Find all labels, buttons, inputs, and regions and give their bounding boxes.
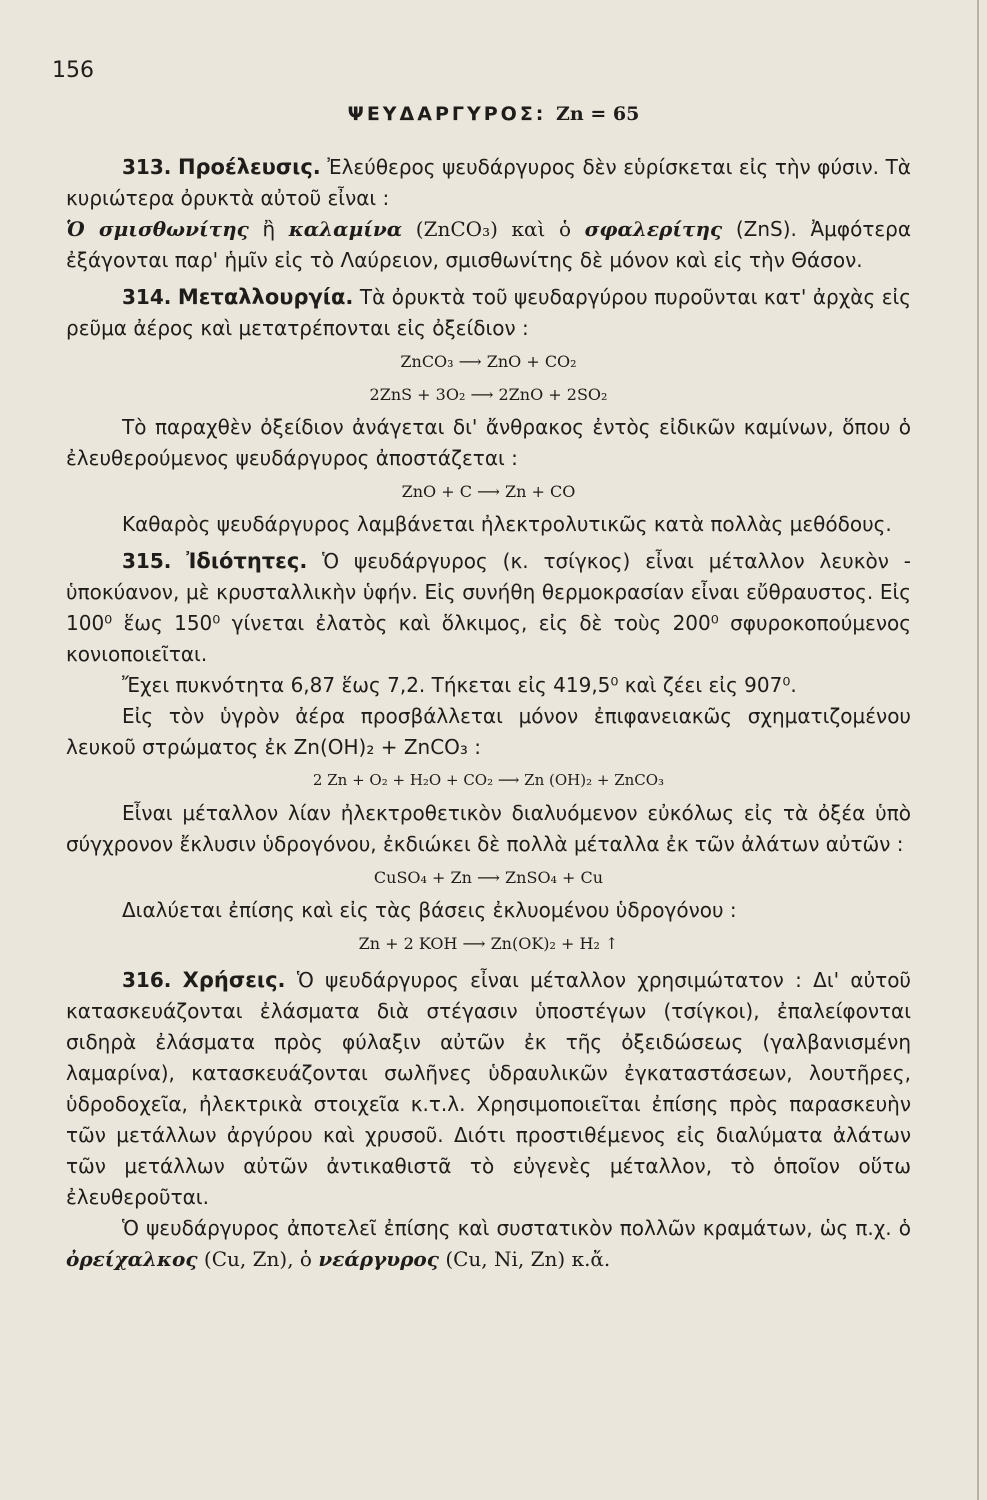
header-title: ΨΕΥΔΑΡΓΥΡΟΣ: [347,103,547,125]
text-fragment: (ZnCO₃) καὶ ὁ [415,217,572,241]
minerals-paragraph [66,214,911,276]
paragraph: Εἰς τὸν ὑγρὸν ἀέρα προσβάλλεται μόνον ἐπιφανειακῶς σχηματιζομένου λευκοῦ στρώματος ἐκ Zn(OH)₂ + ZnCO₃ : [66,704,911,759]
equation: ZnO + C ⟶ Zn + CO [401,482,576,501]
section-title: Ἰδιότητες. [186,549,308,573]
paragraph-text: Ὁ ψευδάργυρος εἶναι μέταλλον χρησιμώτατον : Δι' αὐτοῦ κατασκευάζονται ἐλάσματα διὰ στέγασιν ὑποστέγων (τσίγκοι), ἐπαλείφονται σιδηρὰ ἐλάσματα πρὸς φύλαξιν αὐτῶν ἐκ τῆς ὀξειδώσεως (γαλβανισμένη λαμαρίνα), κατασκευάζονται σωλῆνες ὑδραυλικῶν ἐγκαταστάσεων, λουτῆρες, ὑδροδοχεῖα, ἠλεκτρικὰ στοιχεῖα κ.τ.λ. Χρησιμοποιεῖται ἐπίσης πρὸς παρασκευὴν τῶν μετάλλων ἀργύρου καὶ χρυσοῦ. Διότι προστιθέμενος εἰς διαλύματα ἀλάτων τῶν μετάλλων αὐτῶν ἀντικαθιστᾶ τὸ εὐγενὲς μέταλλον, τὸ ὁποῖον οὕτω ἐλευθεροῦται. [66,968,912,1209]
page-edge [977,0,979,1500]
text-fragment: (Cu, Ni, Zn) κ.ἄ. [445,1247,611,1271]
section-title: Χρήσεις. [182,968,286,992]
alloy-nickel-silver: νεάργυρος [318,1247,439,1271]
header-formula: Zn = 65 [556,103,640,125]
equation: 2 Zn + O₂ + H₂O + CO₂ ⟶ Zn (OH)₂ + ZnCO₃ [312,771,665,789]
text-fragment: (ZnS). Ἀμφότερα ἐξάγονται παρ' ἡμῖν εἰς τὸ Λαύρειον, σμισθωνίτης δὲ μόνον καὶ εἰς τὴν Θάσον. [66,217,912,272]
section-number: 316. [122,968,172,992]
section-title: Προέλευσις. [177,155,321,179]
section-number: 313. [122,155,172,179]
paragraph: Διαλύεται ἐπίσης καὶ εἰς τὰς βάσεις ἐκλυομένου ὑδρογόνου : [122,898,737,922]
text-fragment: ἢ [262,217,276,241]
paragraph-text: Τὰ ὀρυκτὰ τοῦ ψευδαργύρου πυροῦνται κατ' ἀρχὰς εἰς ρεῦμα ἀέρος καὶ μετατρέπονται εἰς ὀξείδιον : [66,285,912,340]
chapter-header [0,103,987,125]
page-number: 156 [52,58,94,83]
section-316 [66,965,911,1213]
equation: ZnCO₃ ⟶ ZnO + CO₂ [400,352,577,371]
paragraph: Ἔχει πυκνότητα 6,87 ἕως 7,2. Τήκεται εἰς 419,5⁰ καὶ ζέει εἰς 907⁰. [122,673,797,697]
page-content [66,152,911,1275]
text-fragment: (Cu, Zn), ὁ [203,1247,312,1271]
paragraph: Τὸ παραχθὲν ὀξείδιον ἀνάγεται δι' ἄνθρακος ἐντὸς εἰδικῶν καμίνων, ὅπου ὁ ἐλευθερούμενος ψευδάργυρος ἀποστάζεται : [66,415,911,470]
paragraph-text: Ὁ ψευδάργυρος (κ. τσίγκος) εἶναι μέταλλον λευκὸν - ὑποκύανον, μὲ κρυσταλλικὴν ὑφήν. Εἰς συνήθη θερμοκρασίαν εἶναι εὔθραυστος. Εἰς 100⁰ ἕως 150⁰ γίνεται ἐλατὸς καὶ ὅλκιμος, εἰς δὲ τοὺς 200⁰ σφυροκοπούμενος κονιοποιεῖται. [66,549,911,666]
section-title: Μεταλλουργία. [177,285,354,309]
text-fragment: Ὁ ψευδάργυρος ἀποτελεῖ ἐπίσης καὶ συστατικὸν πολλῶν κραμάτων, ὡς π.χ. ὁ [122,1216,911,1240]
paragraph: Καθαρὸς ψευδάργυρος λαμβάνεται ἠλεκτρολυτικῶς κατὰ πολλὰς μεθόδους. [122,512,892,536]
paragraph-text: Ἐλεύθερος ψευδάργυρος δὲν εὑρίσκεται εἰς τὴν φύσιν. Τὰ κυριώτερα ὀρυκτὰ αὐτοῦ εἶναι : [66,155,911,210]
equation: Zn + 2 KOH ⟶ Zn(OK)₂ + H₂ ↑ [358,934,619,953]
paragraph: Εἶναι μέταλλον λίαν ἠλεκτροθετικὸν διαλυόμενον εὐκόλως εἰς τὰ ὀξέα ὑπὸ σύγχρονον ἔκλυσιν ὑδρογόνου, ἐκδιώκει δὲ πολλὰ μέταλλα ἐκ τῶν ἀλάτων αὐτῶν : [66,801,911,856]
section-number: 314. [122,285,172,309]
equation: 2ZnS + 3O₂ ⟶ 2ZnO + 2SO₂ [369,385,608,404]
section-315 [66,546,911,670]
section-313 [66,152,911,214]
mineral-sphalerite: σφαλερίτης [584,217,723,241]
alloys-paragraph [66,1213,911,1275]
equation: CuSO₄ + Zn ⟶ ZnSO₄ + Cu [373,868,604,887]
mineral-smithsonite: Ὁ σμισθωνίτης [66,217,249,241]
section-number: 315. [122,549,172,573]
section-314 [66,282,911,344]
mineral-calamine: καλαμίνα [288,217,403,241]
alloy-brass: ὀρείχαλκος [66,1247,198,1271]
